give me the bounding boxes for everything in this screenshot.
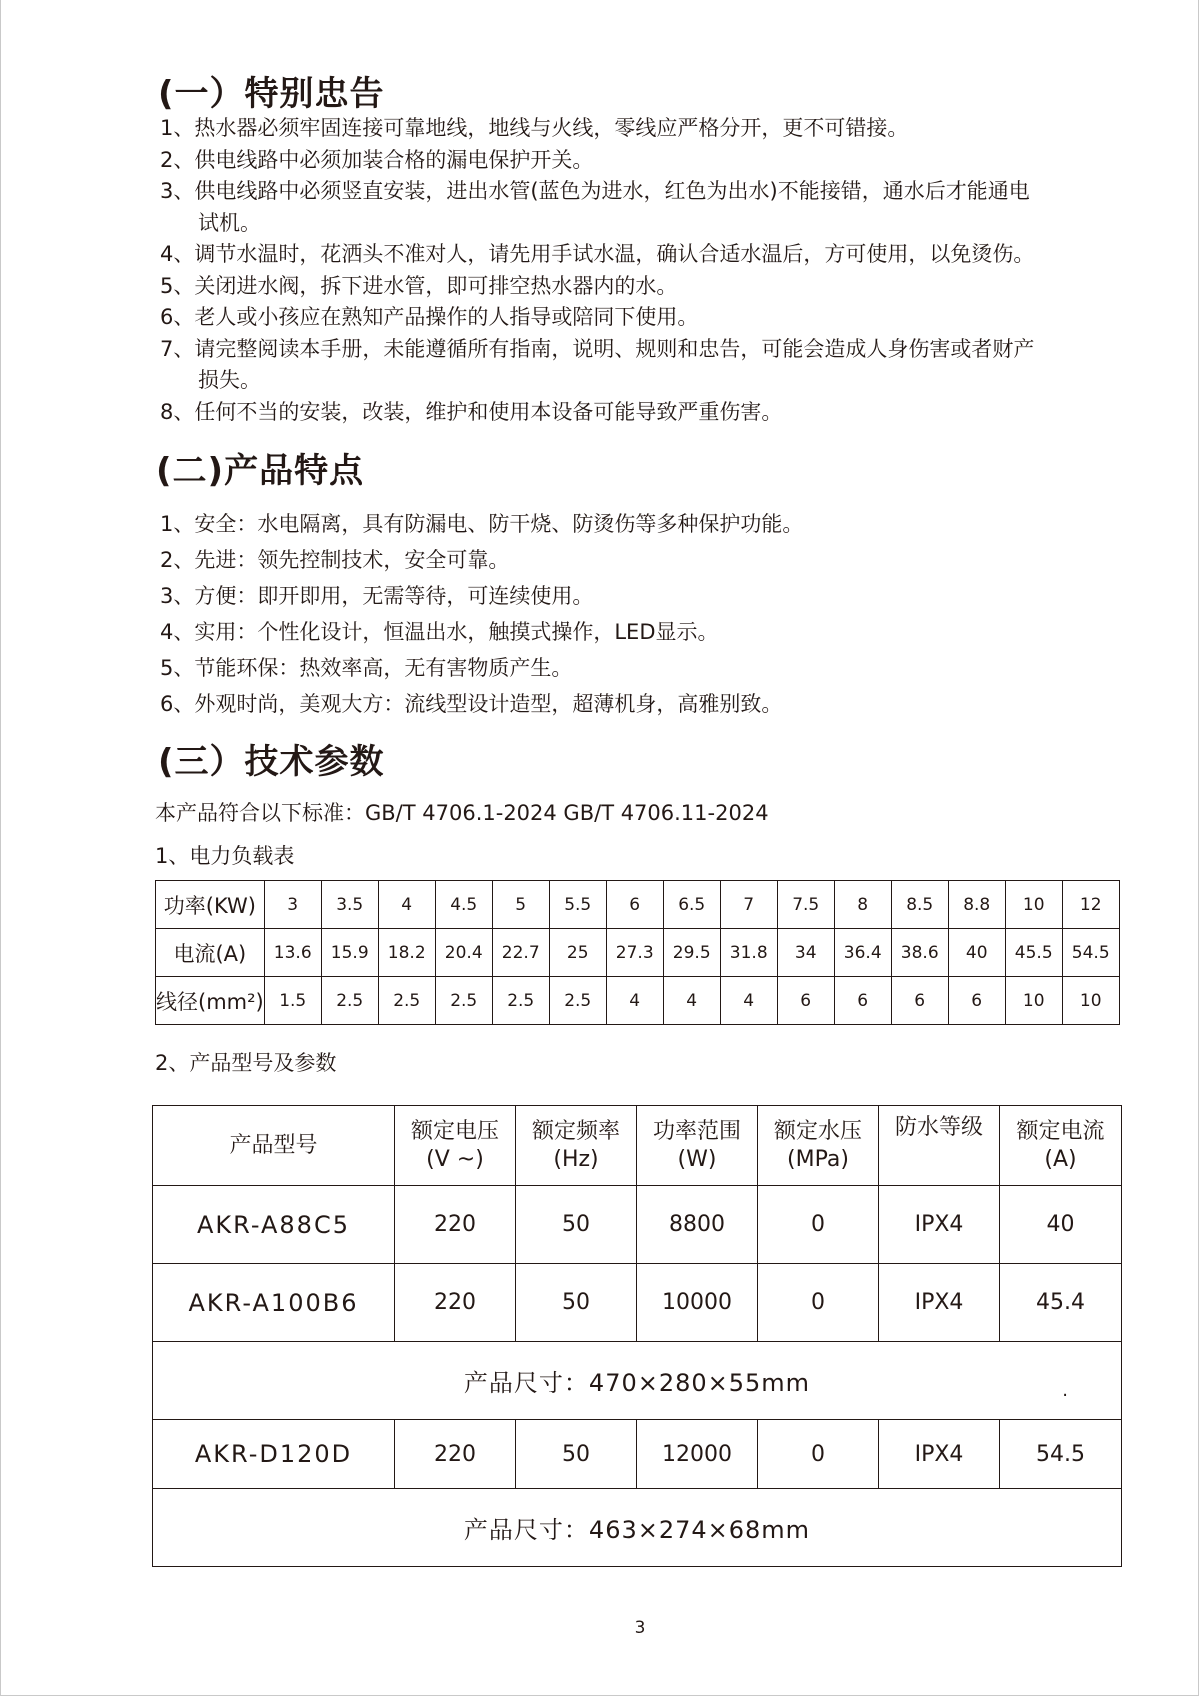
table-cell: 6 [777,977,834,1025]
table-cell: 50 [516,1186,637,1264]
table-cell: 4 [606,977,663,1025]
table-cell: 45.5 [1005,929,1062,977]
table-cell: 6 [948,977,1005,1025]
table-cell: 2.5 [435,977,492,1025]
header-voltage [395,1106,516,1186]
model-cell: AKR-D120D [153,1420,395,1489]
header-label: 额定水压 [773,1118,862,1144]
table-cell: 15.9 [321,929,378,977]
table-cell: 10 [1062,977,1119,1025]
model-cell: AKR-A100B6 [153,1264,395,1342]
table-cell: 2.5 [378,977,435,1025]
model-spec-table [152,1105,1122,1567]
header-waterproof [879,1106,1000,1186]
table-row [156,977,1120,1025]
header-label: 额定电压 [410,1118,499,1144]
header-label: 产品型号 [229,1132,318,1158]
table-row [153,1264,1122,1342]
header-unit: (Hz) [553,1146,599,1172]
list-item: 4、调节水温时，花洒头不准对人，请先用手试水温，确认合适水温后，方可使用，以免烫伤。 [160,242,1035,266]
table-cell: 20.4 [435,929,492,977]
table-cell: 0 [758,1420,879,1489]
list-item: 8、任何不当的安装，改装，维护和使用本设备可能导致严重伤害。 [160,399,783,424]
list-item: 2、供电线路中必须加装合格的漏电保护开关。 [160,147,594,172]
row-label-current: 电流(A) [156,929,265,977]
list-item-continuation [160,365,1034,397]
header-label: 防水等级 [894,1115,983,1140]
table-cell: 27.3 [606,929,663,977]
list-item: 3、供电线路中必须竖直安装，进出水管(蓝色为进水，红色为出水)不能接错，通水后才能通电 [160,179,1030,203]
list-item: 3、方便：即开即用，无需等待，可连续使用。 [160,584,594,608]
table-cell: 34 [777,929,834,977]
table-cell: 5.5 [549,881,606,929]
table-cell: 50 [516,1264,637,1342]
table-cell: 2.5 [321,977,378,1025]
table-cell: 6 [606,881,663,929]
header-label: 额定频率 [531,1118,620,1144]
standards-text: 本产品符合以下标准：GB/T 4706.1-2024 GB/T 4706.11-2024 [155,801,769,825]
list-item: 7、请完整阅读本手册，未能遵循所有指南，说明、规则和忠告，可能会造成人身伤害或者财产 [160,336,1035,361]
section-title-specs: (三）技术参数 [158,742,385,782]
header-label: 功率范围 [652,1118,741,1144]
table-cell: IPX4 [879,1186,1000,1264]
model-cell: AKR-A88C5 [153,1186,395,1264]
list-item: 1、热水器必须牢固连接可靠地线，地线与火线，零线应严格分开，更不可错接。 [160,116,909,140]
table-cell: 29.5 [663,929,720,977]
table-row [156,881,1120,929]
table-cell: 7 [720,881,777,929]
list-item-continuation-text: 试机。 [198,210,261,235]
list-item: 2、先进：领先控制技术，安全可靠。 [160,548,510,572]
table-cell: 2.5 [492,977,549,1025]
features-list [160,506,803,722]
table-cell: 54.5 [1062,929,1119,977]
table-cell: 54.5 [1000,1420,1122,1489]
table-cell: 4 [663,977,720,1025]
header-unit: (A) [1044,1146,1077,1172]
warnings-list [160,113,1034,428]
table-row [156,929,1120,977]
table-cell: 18.2 [378,929,435,977]
list-item: 6、外观时尚，美观大方：流线型设计造型，超薄机身，高雅别致。 [160,692,783,716]
table-cell: 36.4 [834,929,891,977]
section-title-features: (二)产品特点 [156,451,365,491]
table2-title: 2、产品型号及参数 [155,1051,337,1075]
table-cell: 3.5 [321,881,378,929]
table-cell: 4 [378,881,435,929]
table-cell: 40 [948,929,1005,977]
table-cell: 220 [395,1420,516,1489]
table-cell: 12 [1062,881,1119,929]
header-power-range [637,1106,758,1186]
table-cell: 6 [834,977,891,1025]
table-cell: 10 [1005,881,1062,929]
table-cell: 220 [395,1264,516,1342]
table-cell: 8.8 [948,881,1005,929]
table-cell: 8800 [637,1186,758,1264]
size-cell [153,1342,1122,1420]
header-unit: (V ~) [426,1146,484,1172]
list-item-continuation-text: 损失。 [198,368,261,392]
table-cell: IPX4 [879,1420,1000,1489]
table-cell: 50 [516,1420,637,1489]
table-row-size [153,1342,1122,1420]
table-cell: 13.6 [264,929,321,977]
table-cell: 6 [891,977,948,1025]
table-cell: 3 [264,881,321,929]
table-row [153,1420,1122,1489]
list-item: 6、老人或小孩应在熟知产品操作的人指导或陪同下使用。 [160,305,699,329]
table-cell: IPX4 [879,1264,1000,1342]
stray-mark: . [1062,1380,1069,1401]
table-cell: 10 [1005,977,1062,1025]
row-label-power: 功率(KW) [156,881,265,929]
table-cell: 4 [720,977,777,1025]
table-cell: 10000 [637,1264,758,1342]
size-cell [153,1489,1122,1567]
list-item: 5、关闭进水阀，拆下进水管，即可排空热水器内的水。 [160,273,678,298]
header-current [1000,1106,1122,1186]
table-cell: 25 [549,929,606,977]
list-item: 5、节能环保：热效率高，无有害物质产生。 [160,656,573,680]
section-title-warnings: (一）特别忠告 [158,74,385,114]
header-model [153,1106,395,1186]
table-cell: 220 [395,1186,516,1264]
table-cell: 2.5 [549,977,606,1025]
table-cell: 40 [1000,1186,1122,1264]
table-cell: 22.7 [492,929,549,977]
table-cell: 45.4 [1000,1264,1122,1342]
header-unit: (W) [677,1146,717,1172]
product-size-text: 产品尺寸：463×274×68mm [463,1516,811,1544]
table-row-size [153,1489,1122,1567]
list-item: 1、安全：水电隔离，具有防漏电、防干烧、防烫伤等多种保护功能。 [160,512,804,536]
header-label: 额定电流 [1016,1118,1105,1144]
table-cell: 0 [758,1186,879,1264]
table1-title: 1、电力负载表 [155,844,295,868]
power-load-table [155,880,1120,1025]
table-cell: 4.5 [435,881,492,929]
header-frequency [516,1106,637,1186]
table-cell: 1.5 [264,977,321,1025]
table-cell: 31.8 [720,929,777,977]
row-label-wire: 线径(mm²) [156,977,265,1025]
table-cell: 0 [758,1264,879,1342]
table-cell: 6.5 [663,881,720,929]
page-number: 3 [634,1618,646,1638]
table-row [153,1186,1122,1264]
list-item: 4、实用：个性化设计，恒温出水，触摸式操作，LED显示。 [160,620,719,644]
table-cell: 5 [492,881,549,929]
product-size-text: 产品尺寸：470×280×55mm [463,1369,811,1397]
table-cell: 12000 [637,1420,758,1489]
header-unit: (MPa) [787,1146,849,1172]
table-cell: 38.6 [891,929,948,977]
list-item-continuation [160,208,1034,240]
header-water-pressure [758,1106,879,1186]
table-cell: 7.5 [777,881,834,929]
table-header-row [153,1106,1122,1186]
table-cell: 8.5 [891,881,948,929]
table-cell: 8 [834,881,891,929]
